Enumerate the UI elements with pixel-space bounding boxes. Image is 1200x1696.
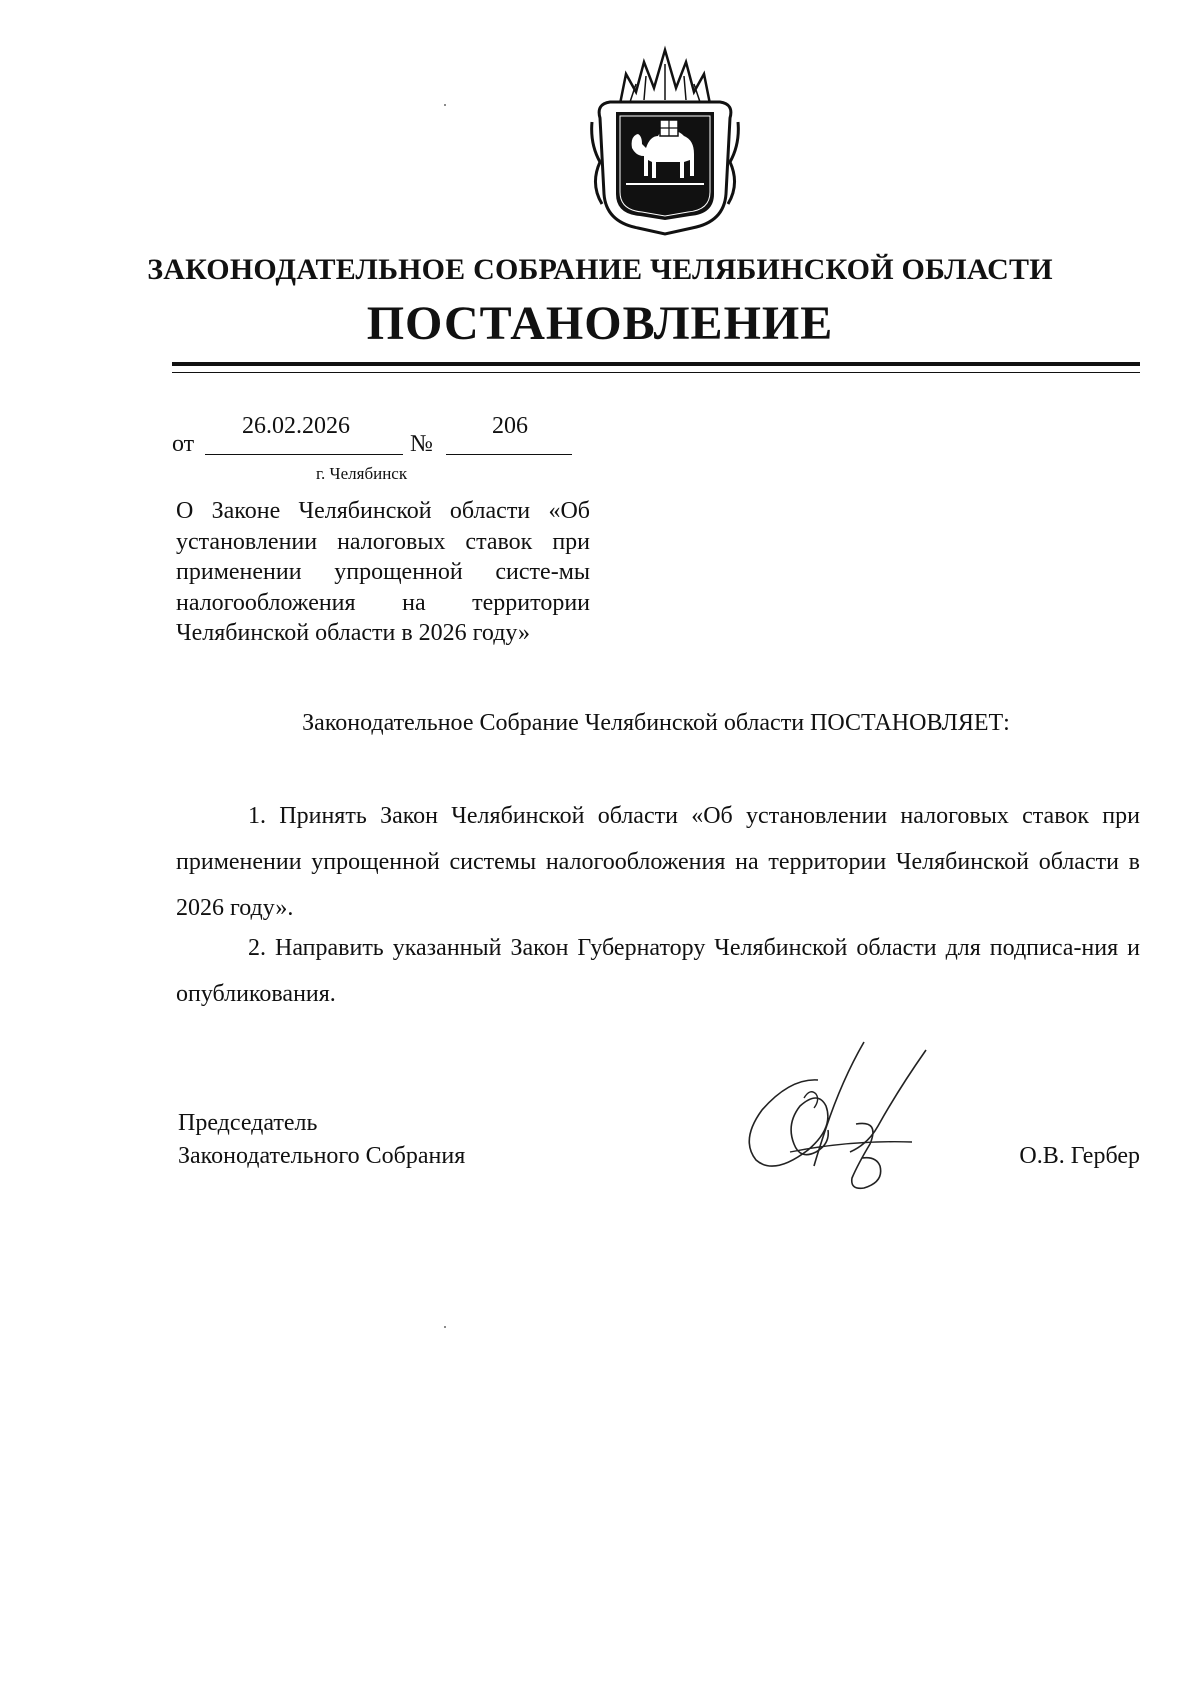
header-rule-thick (172, 362, 1140, 366)
organization-title: ЗАКОНОДАТЕЛЬНОЕ СОБРАНИЕ ЧЕЛЯБИНСКОЙ ОБЛАСТИ (147, 253, 1053, 286)
document-type-title: ПОСТАНОВЛЕНИЕ (366, 297, 834, 350)
signer-position-line-2: Законодательного Собрания (178, 1143, 466, 1169)
scan-speck (444, 1326, 446, 1328)
document-subject: О Законе Челябинской области «Об установлении налоговых ставок при применении упрощенной систе-мы налогообложения на территории Челябинской области в 2026 году» (176, 498, 590, 646)
coat-of-arms-emblem (586, 44, 744, 236)
document-date: 26.02.2026 (242, 413, 350, 439)
preamble: Законодательное Собрание Челябинской области ПОСТАНОВЛЯЕТ: (302, 710, 1010, 736)
resolution-paragraph-1: 1. Принять Закон Челябинской области «Об установлении налоговых ставок при применении упрощенной системы налогообложения на территории Челябинской области в 2026 году». (176, 803, 1140, 921)
handwritten-signature (730, 1040, 940, 1200)
number-underline (446, 454, 572, 455)
date-underline (205, 454, 403, 455)
document-number: 206 (492, 413, 528, 439)
signer-position-line-1: Председатель (178, 1110, 318, 1136)
resolution-paragraph-2: 2. Направить указанный Закон Губернатору Челябинской области для подписа-ния и опубликования. (176, 935, 1140, 1007)
signer-position (178, 1107, 578, 1173)
scan-speck (444, 104, 446, 106)
date-prefix: от (172, 431, 195, 457)
signer-name: О.В. Гербер (1019, 1143, 1140, 1169)
city-label: г. Челябинск (316, 464, 408, 483)
header-rule-thin (172, 372, 1140, 373)
number-sign: № (410, 431, 433, 457)
